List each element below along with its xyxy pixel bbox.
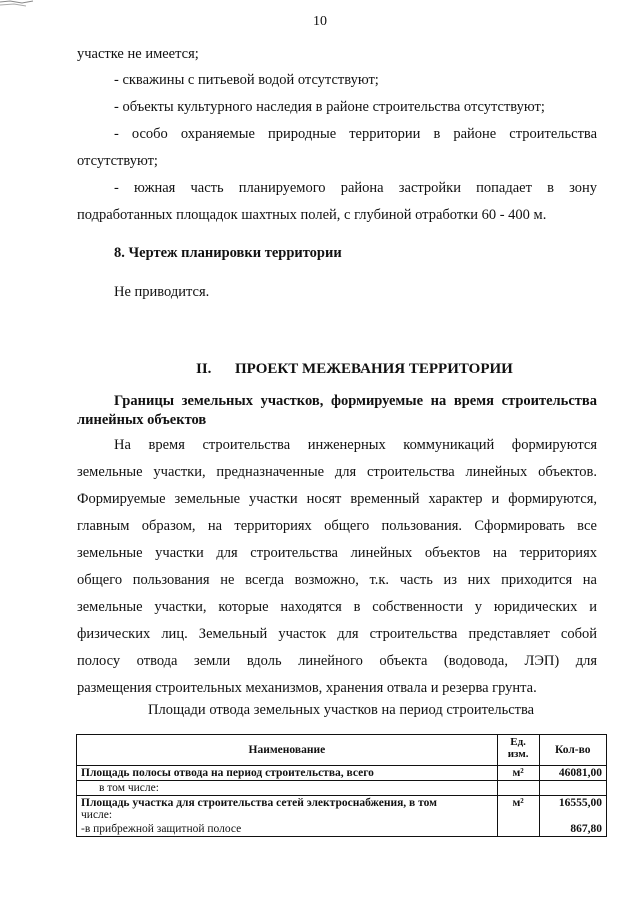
subheading: линейных объектов [77,412,207,428]
row-unit [497,781,539,796]
row-name: Площадь полосы отвода на период строительства, всего [77,766,498,781]
table-header-row [77,735,607,766]
text-line: отсутствуют; [77,153,158,169]
text-line: участке не имеется; [77,46,199,62]
header-name: Наименование [77,735,498,766]
subheading: Границы земельных участков, формируемые на время строительства [114,393,597,409]
row-unit: м² [497,766,539,781]
paragraph-line: земельные участки для строительства линейных объектов на территориях [77,545,597,561]
header-unit: Ед. изм. [497,735,539,766]
row-name: Площадь участка для строительства сетей электроснабжения, в том [81,797,437,809]
table-caption: Площади отвода земельных участков на период строительства [148,702,535,718]
table-row [77,822,607,837]
area-table [76,734,607,837]
list-item: - южная часть планируемого района застройки попадает в зону [114,180,597,196]
row-unit: м² [497,796,539,823]
scan-artifact [0,0,34,10]
paragraph-line: земельные участки, предназначенные для строительства линейных объектов. [77,464,597,480]
list-item: - объекты культурного наследия в районе строительства отсутствуют; [114,99,545,115]
section-title: ПРОЕКТ МЕЖЕВАНИЯ ТЕРРИТОРИИ [235,361,513,377]
text-line: подработанных площадок шахтных полей, с глубиной отработки 60 - 400 м. [77,207,547,223]
row-qty: 867,80 [539,822,606,837]
row-qty: 46081,00 [539,766,606,781]
table-row [77,796,607,823]
paragraph-line: полосу отвода земли вдоль линейного объекта (водовода, ЛЭП) для [77,653,597,669]
paragraph-line: физических лиц. Земельный участок для строительства представляет собой [77,626,597,642]
list-item: - особо охраняемые природные территории в районе строительства [114,126,597,142]
row-qty [539,781,606,796]
row-qty: 16555,00 [539,796,606,823]
row-name: в том числе: [77,781,498,796]
text-line: Не приводится. [114,284,210,300]
header-qty: Кол-во [539,735,606,766]
paragraph-line: главным образом, на территориях общего пользования. Сформировать все [77,518,597,534]
paragraph-line: На время строительства инженерных коммуникаций формируются [114,437,597,453]
paragraph-line: общего пользования не всегда возможно, т.к. часть из них приходится на [77,572,597,588]
page-number: 10 [313,14,327,29]
table-row [77,781,607,796]
paragraph-line: Формируемые земельные участки носят временный характер и формируются, [77,491,597,507]
row-name: -в прибрежной защитной полосе [77,822,498,837]
paragraph-line: земельные участки, которые находятся в собственности у юридических и [77,599,597,615]
section-number: II. [196,361,212,377]
row-name-continued: числе: [81,809,113,821]
table-row [77,766,607,781]
list-item: - скважины с питьевой водой отсутствуют; [114,72,379,88]
row-unit [497,822,539,837]
row-name-cell [77,796,498,823]
section-heading: 8. Чертеж планировки территории [114,245,342,261]
paragraph-line: размещения строительных механизмов, хранения отвала и резерва грунта. [77,680,537,696]
